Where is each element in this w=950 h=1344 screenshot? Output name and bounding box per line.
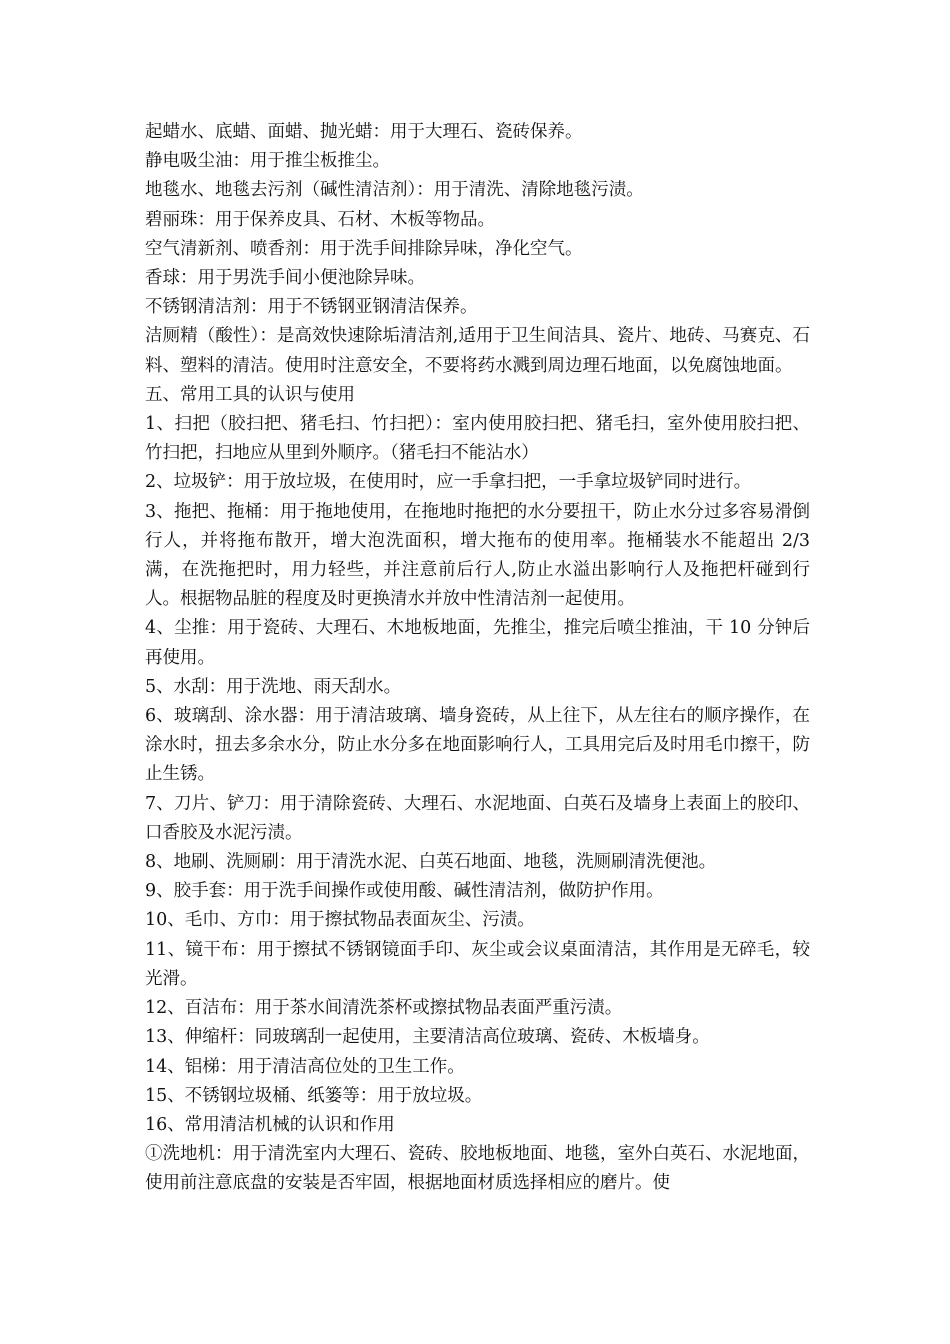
list-item-mop: 3、拖把、拖桶：用于拖地使用，在拖地时拖把的水分要扭干，防止水分过多容易滑倒行人，并将拖布散开，增大泡洗面积，增大拖布的使用率。拖桶装水不能超出 2/3 满，在洗拖把时，用力轻些，并注意前后行人,防止水溢出影响行人及拖把杆碰到行人。根据物品脏的程度及时更换清水并放中性清洁剂一起使用。 xyxy=(145,501,810,610)
list-item-scraper: 7、刀片、铲刀：用于清除瓷砖、大理石、水泥地面、白英石及墙身上表面上的胶印、口香胶及水泥污渍。 xyxy=(145,793,810,843)
paragraph-carpet-cleaner: 地毯水、地毯去污剂（碱性清洁剂）：用于清洗、清除地毯污渍。 xyxy=(145,180,644,201)
paragraph-air-freshener: 空气清新剂、喷香剂：用于洗手间排除异味，净化空气。 xyxy=(145,238,583,259)
list-item-floor-scrubber: ①洗地机：用于清洗室内大理石、瓷砖、胶地板地面、地毯，室外白英石、水泥地面，使用前注意底盘的安装是否牢固，根据地面材质选择相应的磨片。使 xyxy=(145,1144,810,1194)
paragraph-steel-cleaner: 不锈钢清洁剂：用于不锈钢亚钢清洁保养。 xyxy=(145,297,478,318)
paragraph-toilet-cleaner: 洁厕精（酸性）：是高效快速除垢清洁剂,适用于卫生间洁具、瓷片、地砖、马赛克、石料、塑料的清洁。使用时注意安全，不要将药水溅到周边理石地面，以免腐蚀地面。 xyxy=(145,326,810,376)
list-item-mirror-cloth: 11、镜干布：用于擦拭不锈钢镜面手印、灰尘或会议桌面清洁，其作用是无碎毛，较光滑。 xyxy=(145,939,810,989)
list-item-dustpan: 2、垃圾铲：用于放垃圾，在使用时，应一手拿扫把，一手拿垃圾铲同时进行。 xyxy=(145,472,752,493)
section-heading-tools: 五、常用工具的认识与使用 xyxy=(145,384,355,405)
list-item-broom: 1、扫把（胶扫把、猪毛扫、竹扫把）：室内使用胶扫把、猪毛扫，室外使用胶扫把、竹扫把，扫地应从里到外顺序。（猪毛扫不能沾水） xyxy=(145,414,810,464)
list-item-floor-brush: 8、地刷、洗厕刷：用于清洗水泥、白英石地面、地毯，洗厕刷清洗便池。 xyxy=(145,852,717,873)
document-body xyxy=(145,118,810,1199)
paragraph-wax: 起蜡水、底蜡、面蜡、抛光蜡：用于大理石、瓷砖保养。 xyxy=(145,122,583,142)
list-item-glass-squeegee: 6、玻璃刮、涂水器：用于清洁玻璃、墙身瓷砖，从上往下，从左往右的顺序操作，在涂水时，扭去多余水分，防止水分多在地面影响行人，工具用完后及时用毛巾擦干，防止生锈。 xyxy=(145,706,810,785)
list-item-squeegee: 5、水刮：用于洗地、雨天刮水。 xyxy=(145,676,402,697)
paragraph-deodorizer-ball: 香球：用于男洗手间小便池除异味。 xyxy=(145,268,425,289)
list-item-dust-mop: 4、尘推：用于瓷砖、大理石、木地板地面，先推尘，推完后喷尘推油，干 10 分钟后再使用。 xyxy=(145,618,810,668)
list-item-extension-pole: 13、伸缩杆：同玻璃刮一起使用，主要清洁高位玻璃、瓷砖、木板墙身。 xyxy=(145,1027,710,1048)
list-item-scouring-pad: 12、百洁布：用于茶水间清洗茶杯或擦拭物品表面严重污渍。 xyxy=(145,998,623,1019)
list-item-gloves: 9、胶手套：用于洗手间操作或使用酸、碱性清洁剂，做防护作用。 xyxy=(145,881,664,902)
paragraph-dust-oil: 静电吸尘油：用于推尘板推尘。 xyxy=(145,151,390,172)
list-item-towels: 10、毛巾、方巾：用于擦拭物品表面灰尘、污渍。 xyxy=(145,910,535,931)
list-item-trash-bin: 15、不锈钢垃圾桶、纸篓等：用于放垃圾。 xyxy=(145,1085,483,1106)
list-item-machines-heading: 16、常用清洁机械的认识和作用 xyxy=(145,1114,395,1135)
paragraph-polish: 碧丽珠：用于保养皮具、石材、木板等物品。 xyxy=(145,209,495,230)
list-item-ladder: 14、铝梯：用于清洁高位处的卫生工作。 xyxy=(145,1056,465,1077)
